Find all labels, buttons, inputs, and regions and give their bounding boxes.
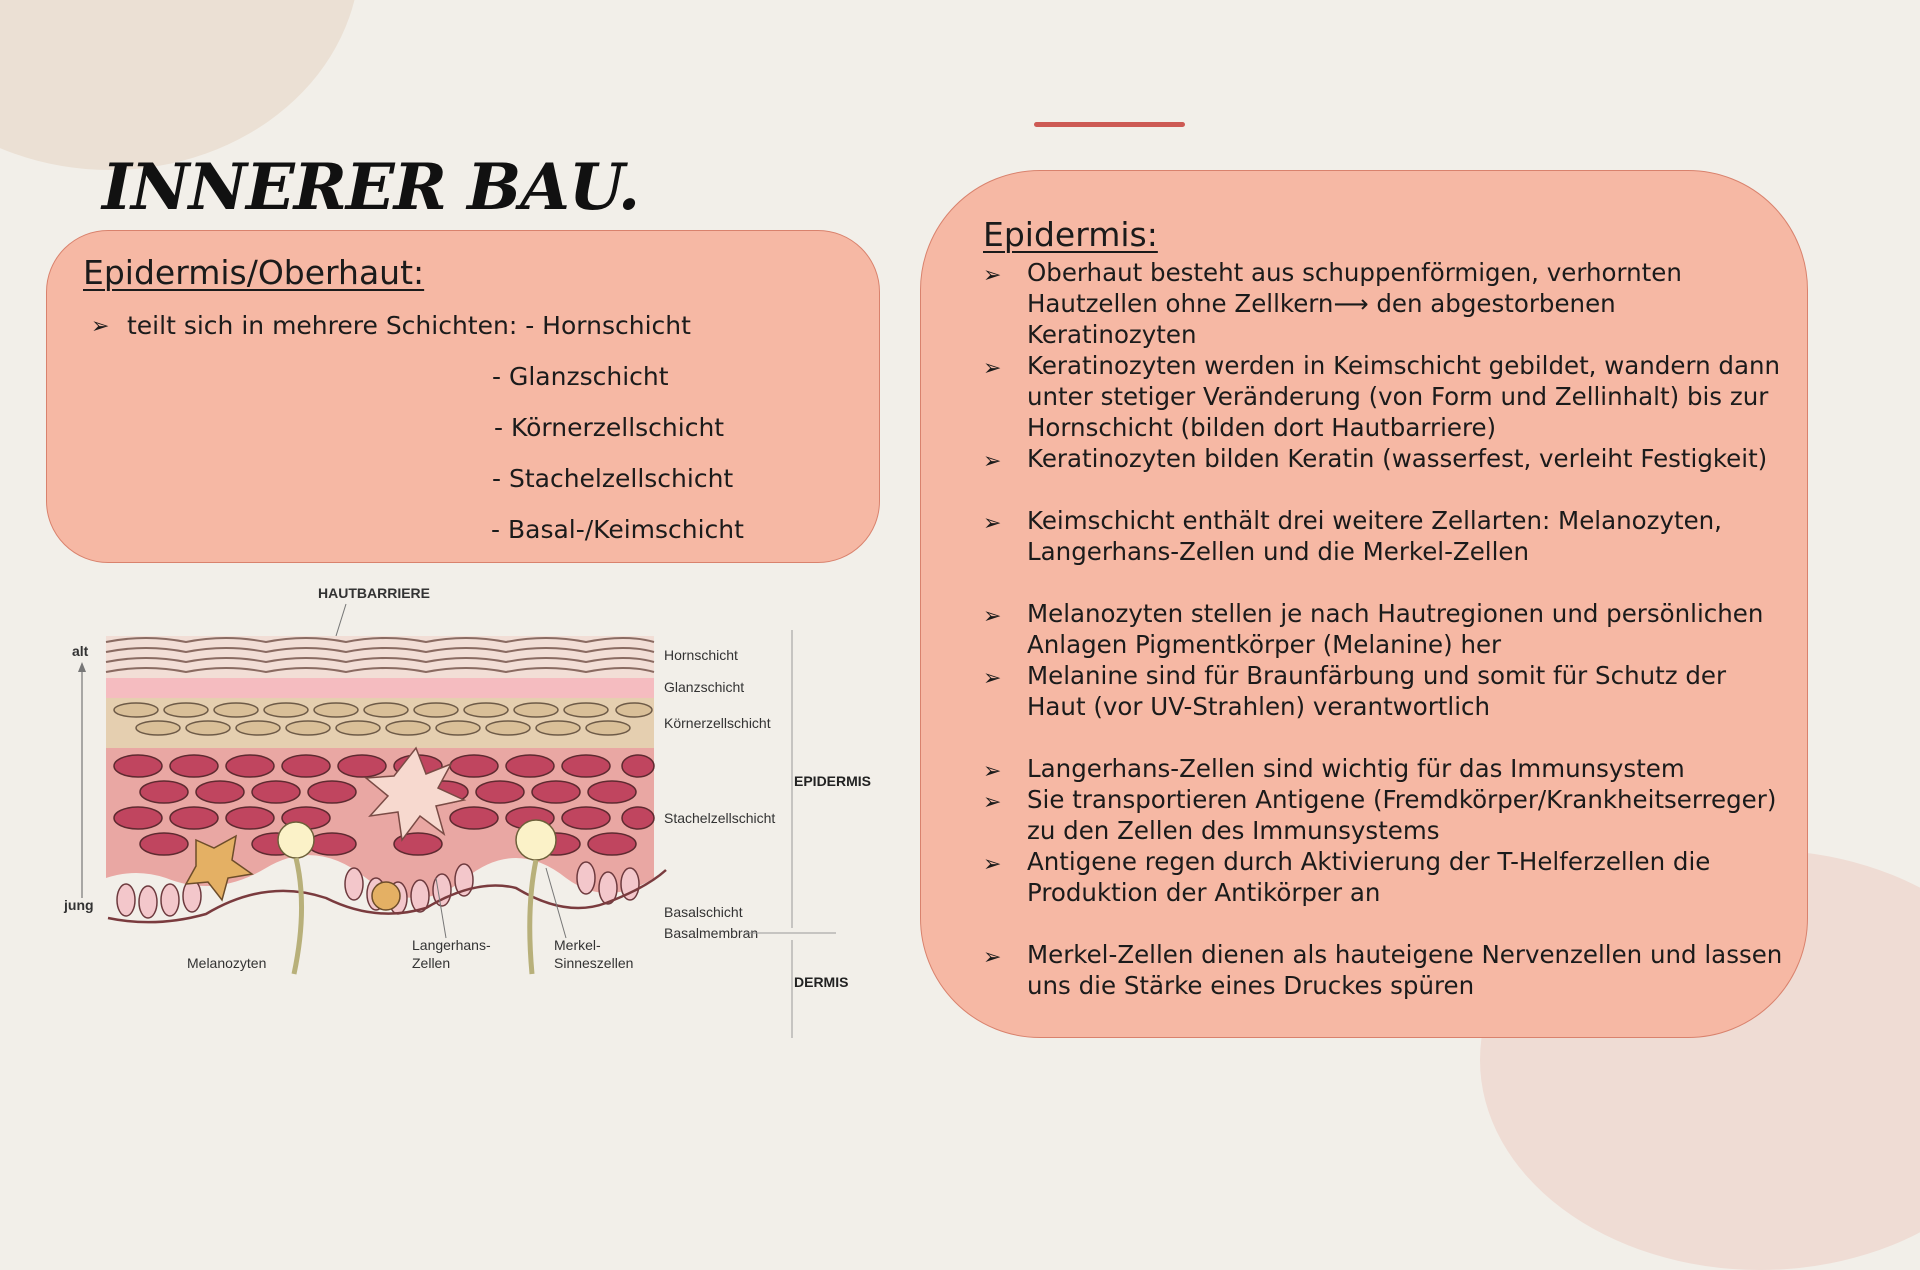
list-item: ➢ Langerhans-Zellen sind wichtig für das Immunsystem (1027, 753, 1787, 784)
layer-item: - Basal-/Keimschicht (491, 515, 744, 544)
arrow-bullet-icon: ➢ (983, 449, 1002, 474)
right-card-heading: Epidermis: (983, 215, 1158, 254)
arrow-bullet-icon: ➢ (983, 945, 1002, 970)
merkel-cell (516, 820, 556, 860)
label-merkel-line1: Merkel- (554, 937, 601, 953)
arrow-bullet-icon: ➢ (983, 604, 1002, 629)
skin-cross-section-diagram (46, 578, 886, 1043)
layer-label-horn: Hornschicht (664, 647, 738, 663)
arrow-bullet-icon: ➢ (983, 511, 1002, 536)
arrow-bullet-icon: ➢ (91, 314, 110, 339)
list-item: ➢ Keimschicht enthält drei weitere Zellarten: Melanozyten, Langerhans-Zellen und die Merkel-Zellen (983, 506, 1722, 566)
hautbarriere-label: HAUTBARRIERE (318, 585, 430, 601)
epidermis-bullet-list (983, 257, 1787, 1001)
list-item: ➢ Keratinozyten werden in Keimschicht gebildet, wandern dann unter stetiger Veränderung (von Form und Zellinhalt) bis zur Hornschicht (bilden dort Hautbarriere) (983, 351, 1781, 442)
layer-label-koerner: Körnerzellschicht (664, 715, 771, 731)
list-item: ➢ Melanozyten stellen je nach Hautregionen und persönlichen Anlagen Pigmentkörper (Melanine) her (983, 599, 1764, 659)
list-item: ➢ Antigene regen durch Aktivierung der T-Helferzellen die Produktion der Antikörper an (983, 847, 1711, 907)
axis-bottom-label: jung (64, 897, 94, 913)
layer-label-stachel: Stachelzellschicht (664, 810, 776, 826)
arrow-bullet-icon: ➢ (983, 356, 1002, 381)
arrow-bullet-icon: ➢ (983, 666, 1002, 691)
list-item: ➢ Keratinozyten bilden Keratin (wasserfest, verleiht Festigkeit) (1027, 443, 1787, 474)
layer-label-basal: Basalschicht (664, 904, 743, 920)
epidermis-layers-card (46, 230, 880, 563)
label-langerhans-line2: Zellen (412, 955, 451, 971)
section-epidermis-label: EPIDERMIS (794, 773, 872, 789)
hautbarriere-pointer (336, 604, 346, 636)
list-item: ➢ Melanine sind für Braunfärbung und somit für Schutz der Haut (vor UV-Strahlen) verantwortlich (983, 661, 1727, 721)
melanocyte-cell (372, 882, 400, 910)
page-title: INNERER BAU. (102, 150, 640, 225)
layer-label-basalmembran: Basalmembran (664, 925, 759, 941)
layer-item: - Stachelzellschicht (492, 464, 734, 493)
epidermis-details-card (920, 170, 1808, 1038)
accent-line (1034, 122, 1185, 127)
layers-intro-text: teilt sich in mehrere Schichten: - Hornschicht (127, 311, 691, 340)
arrow-bullet-icon: ➢ (983, 759, 1002, 784)
list-item: ➢ Sie transportieren Antigene (Fremdkörper/Krankheitserreger) zu den Zellen des Immunsystems (983, 785, 1777, 845)
list-item: ➢ Merkel-Zellen dienen als hauteigene Nervenzellen und lassen uns die Stärke eines Druckes spüren (983, 940, 1783, 1000)
layer-label-glanz: Glanzschicht (664, 679, 745, 695)
list-item: ➢ Oberhaut besteht aus schuppenförmigen, verhornten Hautzellen ohne Zellkern⟶ den abgestorbenen Keratinozyten (983, 258, 1682, 349)
layers-intro (91, 311, 691, 340)
label-melanozyten: Melanozyten (187, 955, 267, 971)
axis-top-label: alt (72, 643, 89, 659)
arrow-bullet-icon: ➢ (983, 263, 1002, 288)
decor-blob-top-left (0, 0, 360, 170)
label-merkel-line2: Sinneszellen (554, 955, 634, 971)
section-dermis-label: DERMIS (794, 974, 849, 990)
left-card-heading: Epidermis/Oberhaut: (83, 253, 425, 292)
age-axis-arrowhead (78, 662, 86, 672)
label-langerhans-line1: Langerhans- (412, 937, 491, 953)
layer-item: - Körnerzellschicht (494, 413, 725, 442)
merkel-cell (278, 822, 314, 858)
glanz-layer (106, 678, 654, 698)
nerve-fiber (294, 858, 302, 974)
layer-item: - Glanzschicht (492, 362, 669, 391)
arrow-bullet-icon: ➢ (983, 852, 1002, 877)
nerve-fiber (530, 860, 536, 974)
arrow-bullet-icon: ➢ (983, 790, 1002, 815)
